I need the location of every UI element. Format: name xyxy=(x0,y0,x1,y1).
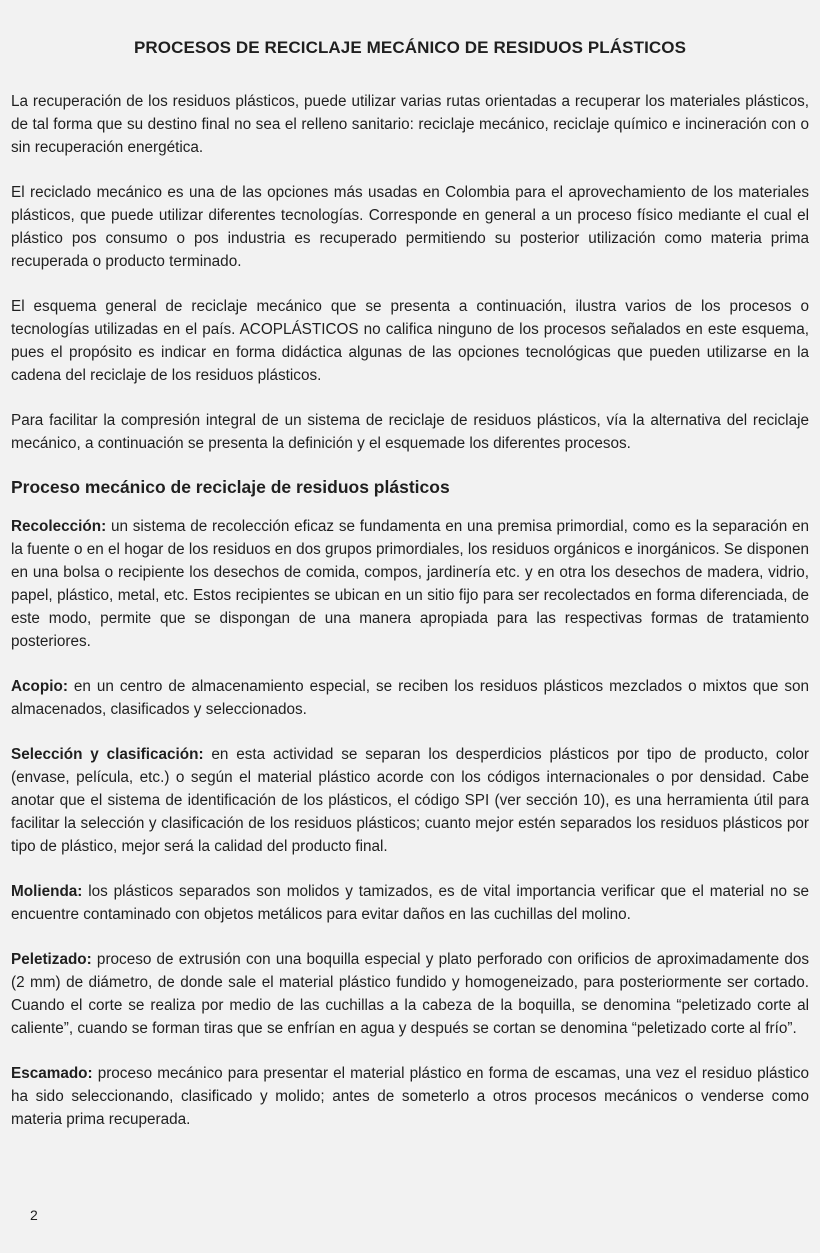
definition-text: proceso de extrusión con una boquilla especial y plato perforado con orificios de aproximadamente dos (2 mm) de diámetro, de donde sale el material plástico fundido y homogeneizado, para posteriormente ser cortado. Cuando el corte se realiza por medio de las cuchillas a la cabeza de la boquilla, se denomina “peletizado corte al caliente”, cuando se forman tiras que se enfrían en agua y después se cortan se denomina “peletizado corte al frío”. xyxy=(11,951,809,1037)
definition-seleccion xyxy=(11,743,809,858)
intro-paragraph-3: El esquema general de reciclaje mecánico que se presenta a continuación, ilustra varios de los procesos o tecnologías utilizadas en el país. ACOPLÁSTICOS no califica ninguno de los procesos señalados en este esquema, pues el propósito es indicar en forma didáctica algunas de las opciones tecnológicas que pueden utilizarse en la cadena del reciclaje de los residuos plásticos. xyxy=(11,298,809,384)
intro-paragraph-2: El reciclado mecánico es una de las opciones más usadas en Colombia para el aprovechamiento de los materiales plásticos, que puede utilizar diferentes tecnologías. Corresponde en general a un proceso físico mediante el cual el plástico pos consumo o pos industria es recuperado permitiendo su posterior utilización como materia prima recuperada o producto terminado. xyxy=(11,184,809,270)
definition-recoleccion xyxy=(11,515,809,653)
definition-text: proceso mecánico para presentar el material plástico en forma de escamas, una vez el residuo plástico ha sido seleccionando, clasificado y molido; antes de someterlo a otros procesos mecánicos o venderse como materia prima recuperada. xyxy=(11,1065,809,1128)
page-title: PROCESOS DE RECICLAJE MECÁNICO DE RESIDUOS PLÁSTICOS xyxy=(133,38,687,57)
page-number: 2 xyxy=(30,1207,38,1223)
definition-term: Recolección: xyxy=(11,518,107,535)
intro-paragraph-4: Para facilitar la compresión integral de un sistema de reciclaje de residuos plásticos, vía la alternativa del reciclaje mecánico, a continuación se presenta la definición y el esquemade los diferentes procesos. xyxy=(11,412,809,452)
definition-text: en esta actividad se separan los desperdicios plásticos por tipo de producto, color (envase, película, etc.) o según el material plástico acorde con los códigos internacionales o por densidad. Cabe anotar que el sistema de identificación de los plásticos, el código SPI (ver sección 10), es una herramienta útil para facilitar la selección y clasificación de los residuos plásticos; cuanto mejor estén separados los residuos plásticos por tipo de plástico, mejor será la calidad del producto final. xyxy=(11,746,809,855)
definition-molienda xyxy=(11,880,809,926)
document-body xyxy=(11,90,809,1153)
definition-term: Molienda: xyxy=(11,883,83,900)
intro-paragraph-1: La recuperación de los residuos plásticos, puede utilizar varias rutas orientadas a recuperar los materiales plásticos, de tal forma que su destino final no sea el relleno sanitario: reciclaje mecánico, reciclaje químico e incineración con o sin recuperación energética. xyxy=(11,93,809,156)
definition-peletizado xyxy=(11,948,809,1040)
definition-escamado xyxy=(11,1062,809,1131)
definition-term: Peletizado: xyxy=(11,951,92,968)
definition-term: Acopio: xyxy=(11,678,68,695)
section-heading: Proceso mecánico de reciclaje de residuos plásticos xyxy=(11,477,450,497)
definition-term: Selección y clasificación: xyxy=(11,746,204,763)
definition-text: en un centro de almacenamiento especial, se reciben los residuos plásticos mezclados o mixtos que son almacenados, clasificados y seleccionados. xyxy=(11,678,809,718)
definition-text: los plásticos separados son molidos y tamizados, es de vital importancia verificar que el material no se encuentre contaminado con objetos metálicos para evitar daños en las cuchillas del molino. xyxy=(11,883,809,923)
definition-term: Escamado: xyxy=(11,1065,93,1082)
definition-text: un sistema de recolección eficaz se fundamenta en una premisa primordial, como es la separación en la fuente o en el hogar de los residuos en dos grupos primordiales, los residuos orgánicos e inorgánicos. Se disponen en una bolsa o recipiente los desechos de comida, compos, jardinería etc. y en otra los desechos de madera, vidrio, papel, plástico, metal, etc. Estos recipientes se ubican en un sitio fijo para ser recolectados en forma diferenciada, de este modo, permite que se dispongan de una manera apropiada para las respectivas formas de tratamiento posteriores. xyxy=(11,518,809,650)
definition-acopio xyxy=(11,675,809,721)
